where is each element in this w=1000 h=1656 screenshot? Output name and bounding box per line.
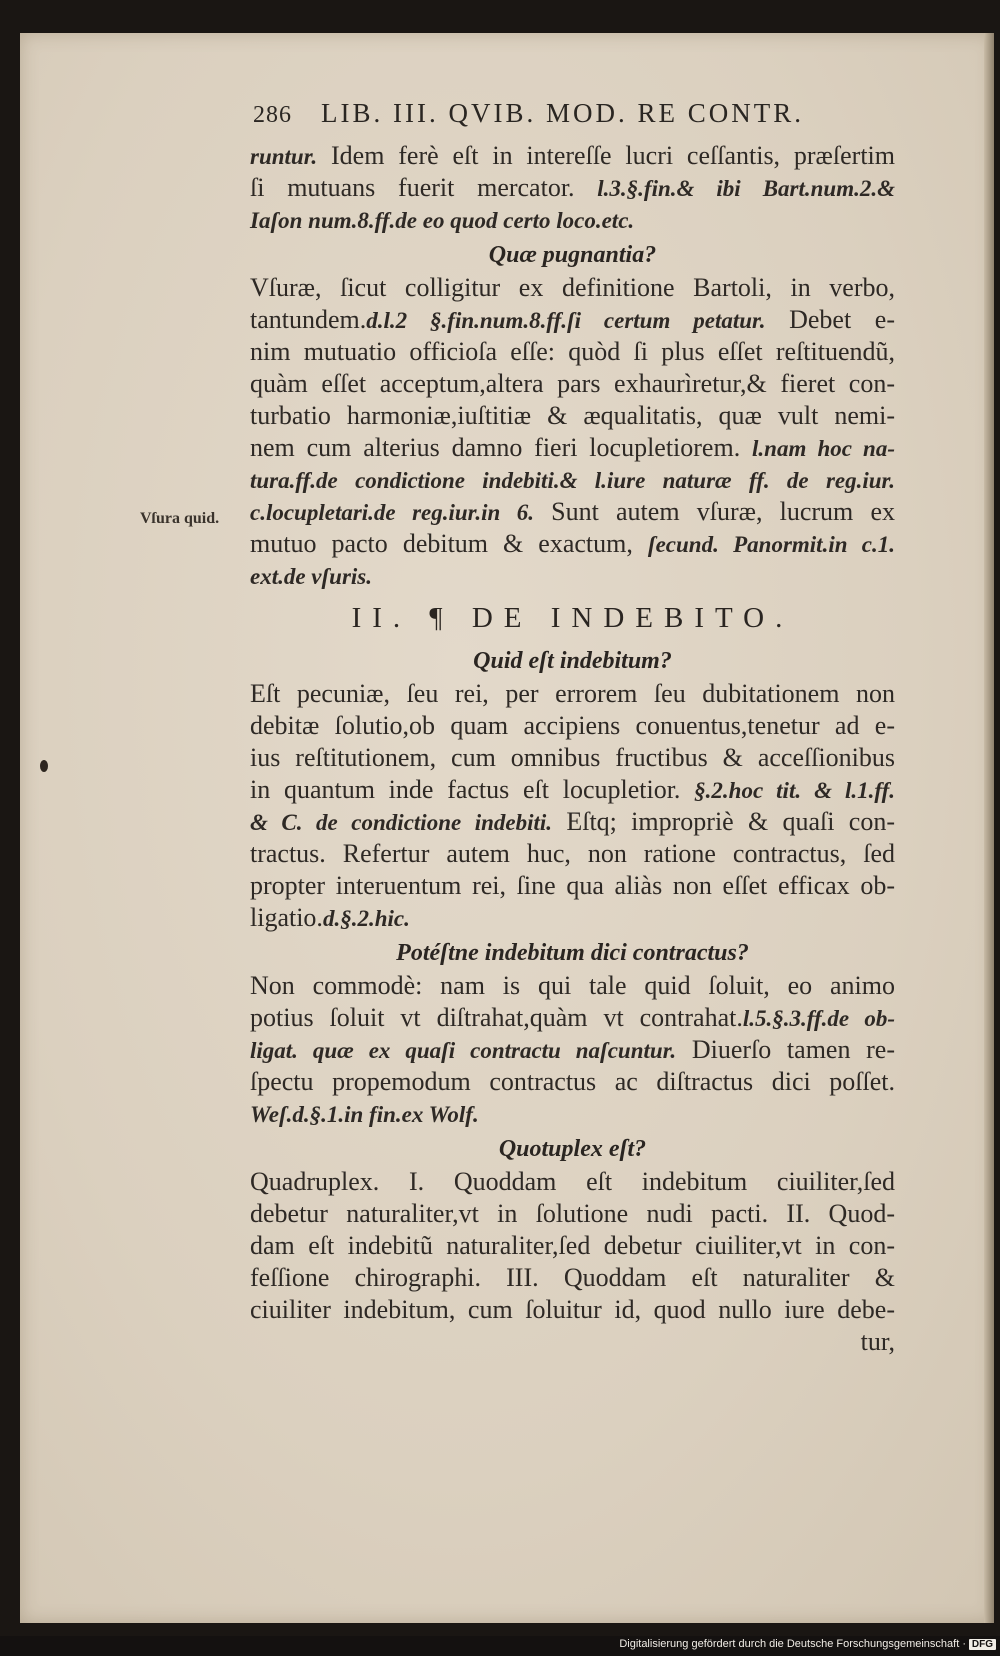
text-line: [250, 528, 895, 560]
line-text: ligatio.: [250, 903, 323, 932]
line-text: debetur naturaliter,vt in ſolutione nudi pacti. II. Quod-: [250, 1199, 895, 1228]
line-text: debitæ ſolutio,ob quam accipiens conuentus,tenetur ad e-: [250, 711, 895, 740]
line-text: potius ſoluit vt diſtrahat,quàm vt contrahat.: [250, 1003, 743, 1032]
question-heading: [250, 238, 895, 272]
text-line: [250, 870, 895, 902]
citation-text: l.5.§.3.ff.de ob-: [742, 1006, 896, 1031]
line-text: ciuiliter indebitum, cum ſoluitur id, quod nullo iure debe-: [250, 1295, 895, 1324]
citation-text: c.locupletari.de reg.iur.in 6.: [250, 500, 534, 525]
section-title: [250, 598, 895, 638]
citation-text: runtur.: [250, 144, 318, 169]
line-text: dam eſt indebitũ naturaliter,ſed debetur ciuiliter,vt in con-: [250, 1231, 895, 1260]
digitization-credit: Digitalisierung gefördert durch die Deutsche Forschungsgemeinschaft ·: [619, 1638, 966, 1650]
text-line: [250, 1002, 895, 1034]
citation-text: & C. de condictione indebiti.: [250, 810, 553, 835]
line-text: nim mutuatio officioſa eſſe: quòd ſi plus eſſet reſtituendũ,: [250, 337, 895, 366]
line-text: nem cum alterius damno fieri locupletiorem.: [250, 433, 753, 462]
text-line: [250, 970, 895, 1002]
citation-text: Iaſon num.8.ff.de eo quod certo loco.etc.: [250, 208, 635, 233]
citation-text: l.3.§.fin.& ibi Bart.num.2.&: [597, 176, 895, 201]
text-line: [250, 1294, 895, 1326]
citation-text: tura.ff.de condictione indebiti.& l.iure naturæ ff. de reg.iur.: [250, 468, 895, 493]
text-line: [250, 1066, 895, 1098]
text-line: [250, 1262, 895, 1294]
line-text: tantundem.: [250, 305, 367, 334]
line-text: ius reſtitutionem, cum omnibus fructibus & acceſſionibus: [250, 743, 895, 772]
line-text: mutuo pacto debitum & exactum,: [250, 529, 648, 558]
text-line: [250, 774, 895, 806]
page-edge: [984, 33, 994, 1623]
line-text: Quæ pugnantia?: [488, 242, 657, 268]
text-line: [250, 1098, 895, 1130]
line-text: Diuerſo tamen re-: [676, 1035, 895, 1064]
text-line: [250, 336, 895, 368]
margin-note: Vſura quid.: [140, 510, 220, 527]
ink-stain: [40, 760, 48, 772]
text-line: [250, 838, 895, 870]
line-text: Quotuplex eſt?: [498, 1136, 647, 1162]
text-line: [250, 304, 895, 336]
line-text: quàm eſſet acceptum,altera pars exhaurìretur,& fieret con-: [250, 369, 895, 398]
line-text: Debet e-: [765, 305, 896, 334]
citation-text: l.nam hoc na-: [752, 436, 895, 461]
text-line: [250, 806, 895, 838]
line-text: Non commodè: nam is qui tale quid ſoluit, eo animo: [250, 971, 895, 1000]
line-text: turbatio harmoniæ,iuſtitiæ & æqualitatis, quæ vult nemi-: [250, 401, 895, 430]
line-text: ſpectu propemodum contractus ac diſtractus dici poſſet.: [250, 1067, 895, 1096]
line-text: in quantum inde factus eſt locupletior.: [250, 775, 695, 804]
line-text: Quid eſt indebitum?: [473, 648, 672, 674]
text-line: [250, 204, 895, 236]
line-text: tur,: [860, 1327, 895, 1356]
text-line: [250, 432, 895, 464]
line-text: Idem ferè eſt in intereſſe lucri ceſſantis, præſertim: [317, 141, 895, 170]
line-text: Sunt autem vſuræ, lucrum ex: [533, 497, 896, 526]
text-line: [250, 710, 895, 742]
text-line: [250, 560, 895, 592]
citation-text: Weſ.d.§.1.in fin.ex Wolf.: [250, 1102, 479, 1127]
text-line: [250, 496, 895, 528]
citation-text: d.§.2.hic.: [322, 906, 410, 931]
line-text: Potéſtne indebitum dici contractus?: [396, 940, 749, 966]
line-text: tractus. Refertur autem huc, non ratione contractus, ſed: [250, 839, 895, 868]
line-text: Quadruplex. I. Quoddam eſt indebitum ciuiliter,ſed: [250, 1167, 895, 1196]
text-line: [250, 272, 895, 304]
line-text: II. ¶ DE INDEBITO.: [351, 602, 794, 634]
page-number: 286: [253, 102, 292, 128]
footer-bar: [0, 1636, 1000, 1656]
text-line: [250, 1198, 895, 1230]
line-text: feſſione chirographi. III. Quoddam eſt naturaliter &: [250, 1263, 895, 1292]
text-line: [250, 678, 895, 710]
citation-text: ſecund. Panormit.in c.1.: [647, 532, 895, 557]
text-line: [250, 1034, 895, 1066]
citation-text: ext.de vſuris.: [250, 564, 373, 589]
line-text: Eſtq; impropriè & quaſi con-: [552, 807, 895, 836]
citation-text: §.2.hoc tit. & l.1.ff.: [694, 778, 895, 803]
text-line: [250, 464, 895, 496]
text-line: [250, 1230, 895, 1262]
dfg-logo: DFG: [969, 1639, 996, 1650]
text-line: [250, 1166, 895, 1198]
question-heading: [250, 936, 895, 970]
text-line: [250, 140, 895, 172]
line-text: Eſt pecuniæ, ſeu rei, per errorem ſeu dubitationem non: [250, 679, 895, 708]
text-line: [250, 368, 895, 400]
line-text: propter interuentum rei, ſine qua aliàs non eſſet efficax ob-: [250, 871, 895, 900]
text-line: [250, 400, 895, 432]
citation-text: d.l.2 §.fin.num.8.ff.ſi certum petatur.: [366, 308, 766, 333]
line-text: Vſuræ, ſicut colligitur ex definitione Bartoli, in verbo,: [250, 273, 895, 302]
question-heading: [250, 644, 895, 678]
question-heading: [250, 1132, 895, 1166]
running-head: LIB. III. QVIB. MOD. RE CONTR.: [321, 98, 804, 128]
page-header: [233, 72, 853, 142]
text-line: [250, 902, 895, 934]
text-line: [250, 172, 895, 204]
line-text: ſi mutuans fuerit mercator.: [250, 173, 598, 202]
catchword: [250, 1326, 895, 1358]
text-line: [250, 742, 895, 774]
citation-text: ligat. quæ ex quaſi contractu naſcuntur.: [250, 1038, 677, 1063]
